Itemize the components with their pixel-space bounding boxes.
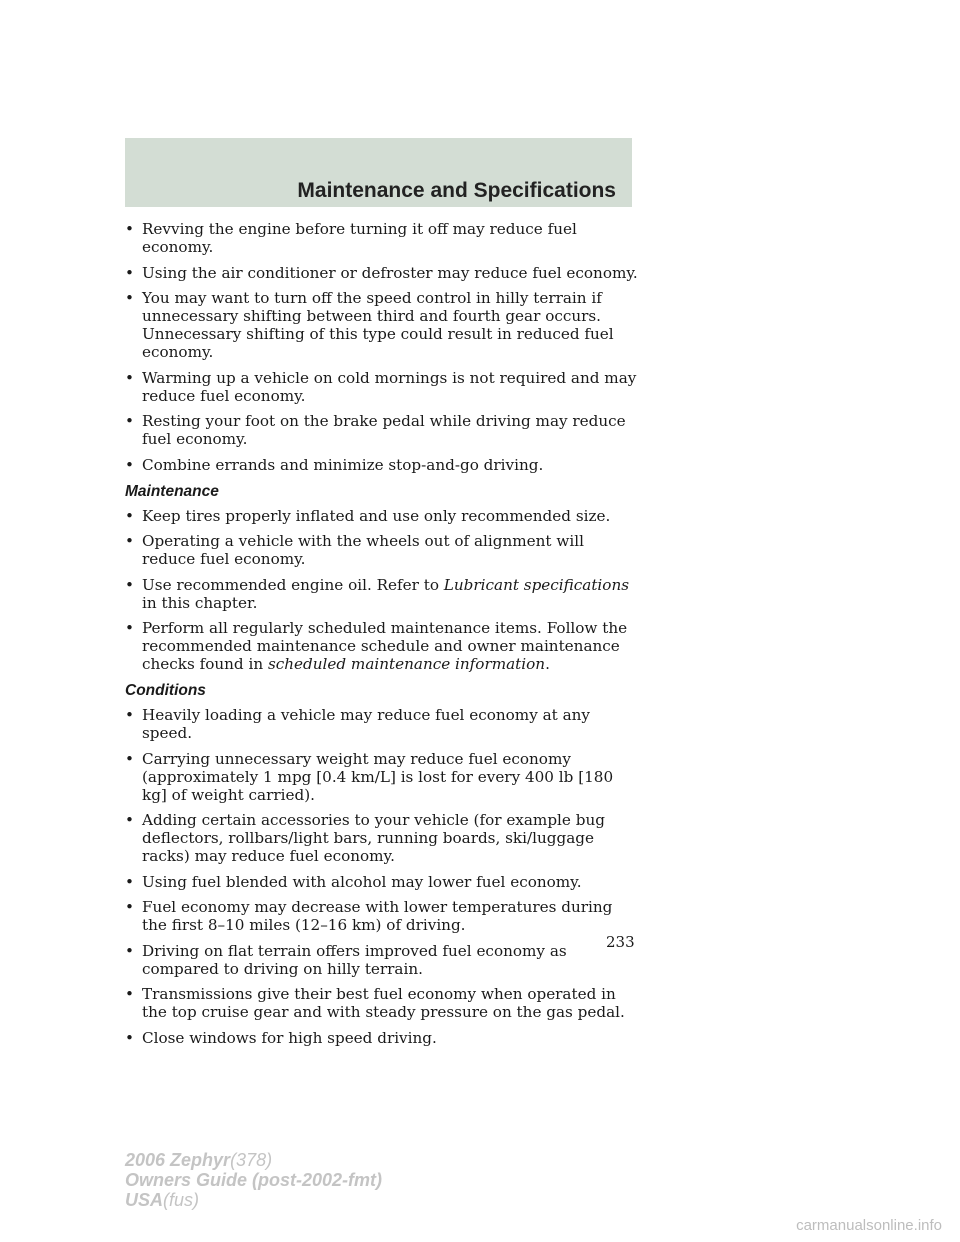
list-item: • Using the air conditioner or defroster may reduce fuel economy. xyxy=(125,264,640,282)
section-header xyxy=(125,138,632,207)
text-run: in this chapter. xyxy=(142,593,258,612)
footer-line-market xyxy=(125,1190,382,1210)
list-item: • Combine errands and minimize stop-and-go driving. xyxy=(125,456,640,474)
list-item xyxy=(125,576,640,612)
market-name: USA xyxy=(125,1190,164,1210)
list-item: • Driving on flat terrain offers improved fuel economy as compared to driving on hilly terrain. xyxy=(125,942,640,978)
list-item: • Fuel economy may decrease with lower temperatures during the first 8–10 miles (12–16 km) of driving. xyxy=(125,898,640,934)
list-item xyxy=(125,619,640,673)
document-footer xyxy=(125,1150,382,1210)
cross-reference: Lubricant specifications xyxy=(443,575,630,594)
list-item: • Keep tires properly inflated and use only recommended size. xyxy=(125,507,640,525)
guide-name: Owners Guide (post-2002-fmt) xyxy=(125,1170,383,1190)
list-item: • Operating a vehicle with the wheels out of alignment will reduce fuel economy. xyxy=(125,532,640,568)
page-number: 233 xyxy=(606,933,635,951)
list-item: • Revving the engine before turning it off may reduce fuel economy. xyxy=(125,220,640,256)
list-item: • Close windows for high speed driving. xyxy=(125,1029,640,1047)
list-item: • Carrying unnecessary weight may reduce fuel economy (approximately 1 mpg [0.4 km/L] is lost for every 400 lb [180 kg] of weight carried). xyxy=(125,750,640,804)
conditions-heading: Conditions xyxy=(125,682,206,699)
cross-reference: scheduled maintenance information xyxy=(267,655,546,673)
text-run: Use recommended engine oil. Refer to xyxy=(142,575,444,594)
model-code: (378) xyxy=(230,1150,273,1170)
footer-line-model xyxy=(125,1150,382,1170)
list-item: • Transmissions give their best fuel economy when operated in the top cruise gear and with steady pressure on the gas pedal. xyxy=(125,985,640,1021)
list-item: • Resting your foot on the brake pedal while driving may reduce fuel economy. xyxy=(125,412,640,448)
list-item: • Adding certain accessories to your vehicle (for example bug deflectors, rollbars/light bars, running boards, ski/luggage racks) may reduce fuel economy. xyxy=(125,811,640,865)
model-name: 2006 Zephyr xyxy=(125,1150,231,1170)
watermark-link[interactable]: carmanualsonline.info xyxy=(796,1217,942,1234)
section-title: Maintenance and Specifications xyxy=(297,179,616,202)
page-content xyxy=(125,220,640,1054)
list-item: • You may want to turn off the speed control in hilly terrain if unnecessary shifting between third and fourth gear occurs. Unnecessary shifting of this type could result in reduced fuel economy. xyxy=(125,289,640,361)
list-item: • Using fuel blended with alcohol may lower fuel economy. xyxy=(125,873,640,891)
text-run: Perform all regularly scheduled maintenance items. Follow the recommended maintenance schedule and owner maintenance checks found in xyxy=(142,619,628,673)
market-code: (fus) xyxy=(163,1190,200,1210)
maintenance-heading: Maintenance xyxy=(125,482,219,500)
list-item: • Heavily loading a vehicle may reduce fuel economy at any speed. xyxy=(125,706,640,742)
text-run: . xyxy=(545,655,550,673)
footer-line-guide xyxy=(125,1170,382,1190)
list-item: • Warming up a vehicle on cold mornings is not required and may reduce fuel economy. xyxy=(125,369,640,405)
